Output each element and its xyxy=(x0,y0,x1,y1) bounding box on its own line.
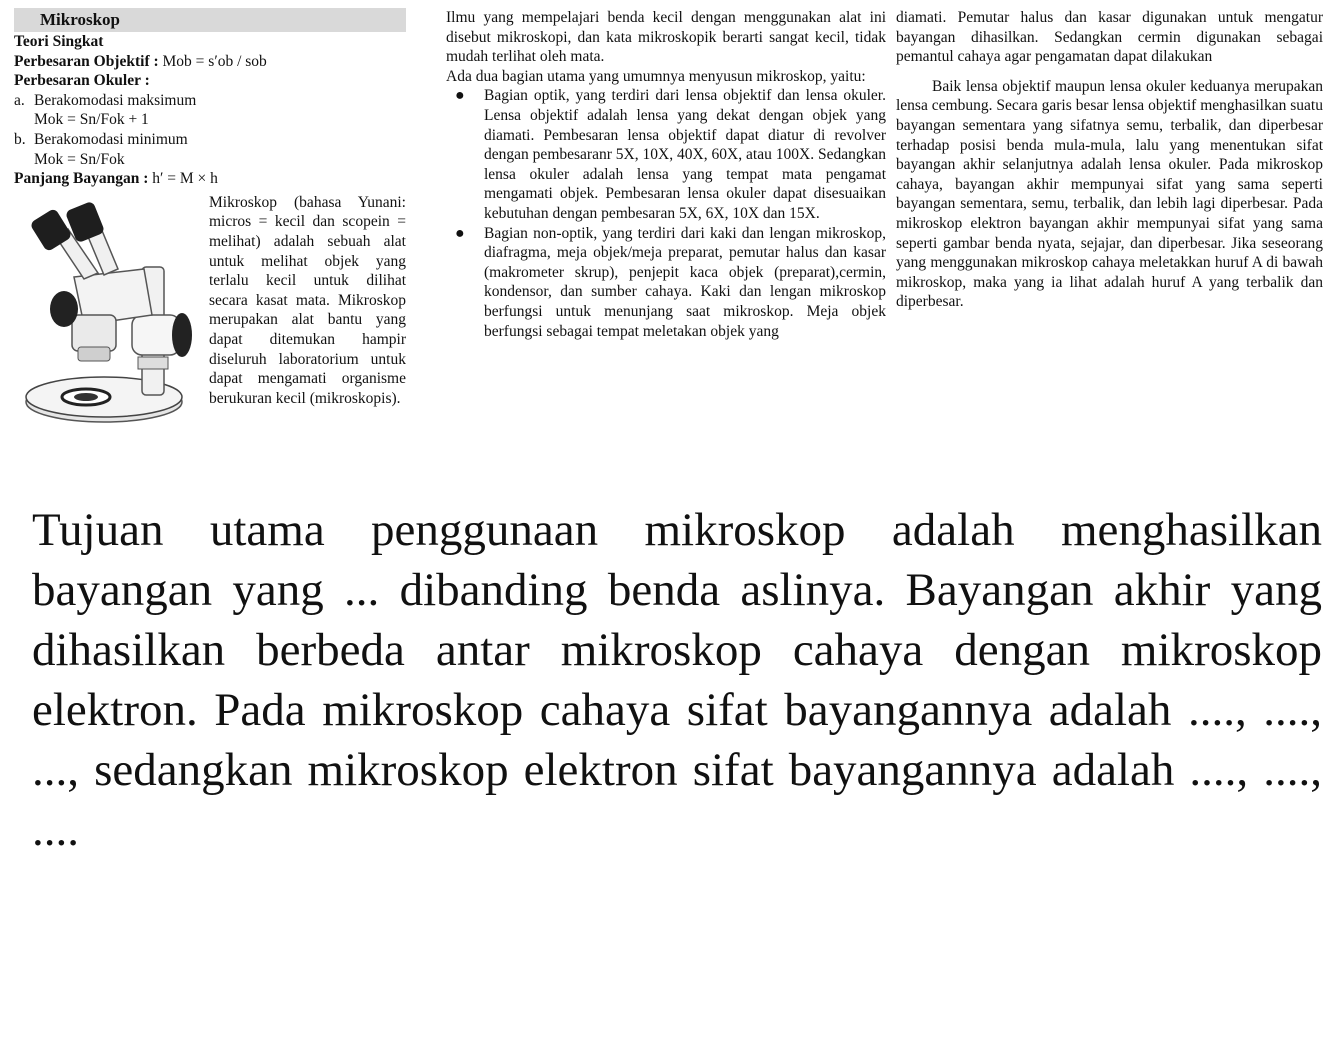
section-title: Mikroskop xyxy=(14,8,406,32)
objective-label: Perbesaran Objektif : xyxy=(14,52,159,70)
list-item-text: Bagian non-optik, yang terdiri dari kaki dan lengan mikroskop, diafragma, meja objek/meja preparat, pemutar halus dan kasar (makrometer skrup), penjepit kaca objek (preparat),cermin, kondensor, dan sumber cahaya. Kaki dan lengan mikroskop berfungsi untuk menunjang saat mikroskop. Meja objek berfungsi sebagai tempat meletakan objek yang xyxy=(484,224,886,340)
image-length-formula: h′ = M × h xyxy=(148,170,218,188)
item-marker: a. xyxy=(14,91,25,109)
parts-intro: Ada dua bagian utama yang umumnya menyusun mikroskop, yaitu: xyxy=(446,67,866,85)
column-parts xyxy=(446,8,886,341)
microscope-description xyxy=(209,193,406,409)
list-item xyxy=(446,224,886,342)
image-length xyxy=(14,169,406,189)
description-line: micros = kecil dan scopein = xyxy=(209,213,406,231)
image-length-label: Panjang Bayangan : xyxy=(14,170,149,188)
microscope-block xyxy=(14,193,406,429)
formula-min: Mok = Sn/Fok xyxy=(34,150,125,168)
ocular-item-a xyxy=(14,91,406,111)
paragraph: Baik lensa objektif maupun lensa okuler keduanya merupakan lensa cembung. Secara garis besar lensa objektif menghasilkan suatu bayangan sementara yang sifatnya semu, terbalik, dan diperbesar terhadap posisi benda mula-mula, lalu yang menentukan sifat bayangan akhir selanjutnya adalah lensa okuler. Pada mikroskop cahaya, bayangan akhir mempunyai sifat yang sama seperti bayangan sementara, semu, terbalik, dan lebih lagi diperbesar. Pada mikroskop elektron bayangan akhir mempunyai sifat yang sama seperti gambar benda nyata, sejajar, dan diperbesar. Jika seseorang yang menggunakan mikroskop cahaya meletakkan huruf A di bawah mikroskop, maka yang ia lihat adalah huruf A yang terbalik dan diperbesar. xyxy=(896,77,1323,311)
bullet-icon: ● xyxy=(455,87,465,105)
objective-magnification xyxy=(14,52,406,72)
question-text: Tujuan utama penggunaan mikroskop adalah menghasilkan bayangan yang ... dibanding benda aslinya. Bayangan akhir yang dihasilkan berbeda antar mikroskop cahaya dengan mikroskop elektron. Pada mikroskop cahaya sifat bayangannya adalah ...., ...., ..., sedangkan mikroskop elektron sifat bayangannya adalah ...., ...., .... xyxy=(32,504,1322,856)
description-line: merupakan alat bantu yang xyxy=(209,311,406,329)
bullet-icon: ● xyxy=(455,224,465,242)
intro-paragraph: Ilmu yang mempelajari benda kecil dengan menggunakan alat ini disebut mikroskopi, dan kata mikroskopik berarti sangat kecil, tidak mudah terlihat oleh mata. xyxy=(446,9,886,66)
list-item xyxy=(446,86,886,223)
microscope-illustration xyxy=(14,197,196,429)
list-item-text: Bagian optik, yang terdiri dari lensa objektif dan lensa okuler. Lensa objektif adalah lensa yang dekat dengan objek yang diamati. Pembesaran lensa objektif dapat diatur di revolver dengan pembesaranr 5X, 10X, 40X, 60X, atau 100X. Sedangkan lensa okuler adalah lensa yang tempat mata pengamat mengamati objek. Pembesaran lensa okuler dapat disesuaikan kebutuhan dengan pembesaran 5X, 6X, 10X dan 15X. xyxy=(484,87,886,222)
ocular-heading: Perbesaran Okuler : xyxy=(14,72,150,90)
item-text: Berakomodasi maksimum xyxy=(34,91,197,109)
parts-list xyxy=(446,86,886,341)
description-line: dapat mengamati organisme xyxy=(209,370,406,388)
description-line: terlalu kecil untuk dilihat xyxy=(209,272,406,290)
description-line: berukuran kecil (mikroskopis). xyxy=(209,389,401,407)
item-marker: b. xyxy=(14,130,26,148)
paragraph: diamati. Pemutar halus dan kasar digunakan untuk mengatur bayangan dihasilkan. Sedangkan cermin digunakan sebagai pemantul cahaya agar pengamatan dapat dilakukan xyxy=(896,9,1323,66)
description-line: secara kasat mata. Mikroskop xyxy=(209,291,406,309)
description-line: dapat ditemukan hampir xyxy=(209,330,406,348)
column-lenses xyxy=(896,8,1323,312)
column-theory xyxy=(14,8,406,429)
description-line: melihat) adalah sebuah alat xyxy=(209,232,406,250)
description-line: Mikroskop (bahasa Yunani: xyxy=(209,193,406,211)
item-text: Berakomodasi minimum xyxy=(34,130,188,148)
objective-formula: Mob = s′ob / sob xyxy=(158,52,267,70)
theory-heading: Teori Singkat xyxy=(14,33,104,50)
ocular-item-b xyxy=(14,130,406,150)
description-line: diseluruh laboratorium untuk xyxy=(209,350,406,368)
description-line: untuk melihat objek yang xyxy=(209,252,406,270)
formula-max: Mok = Sn/Fok + 1 xyxy=(34,111,149,129)
